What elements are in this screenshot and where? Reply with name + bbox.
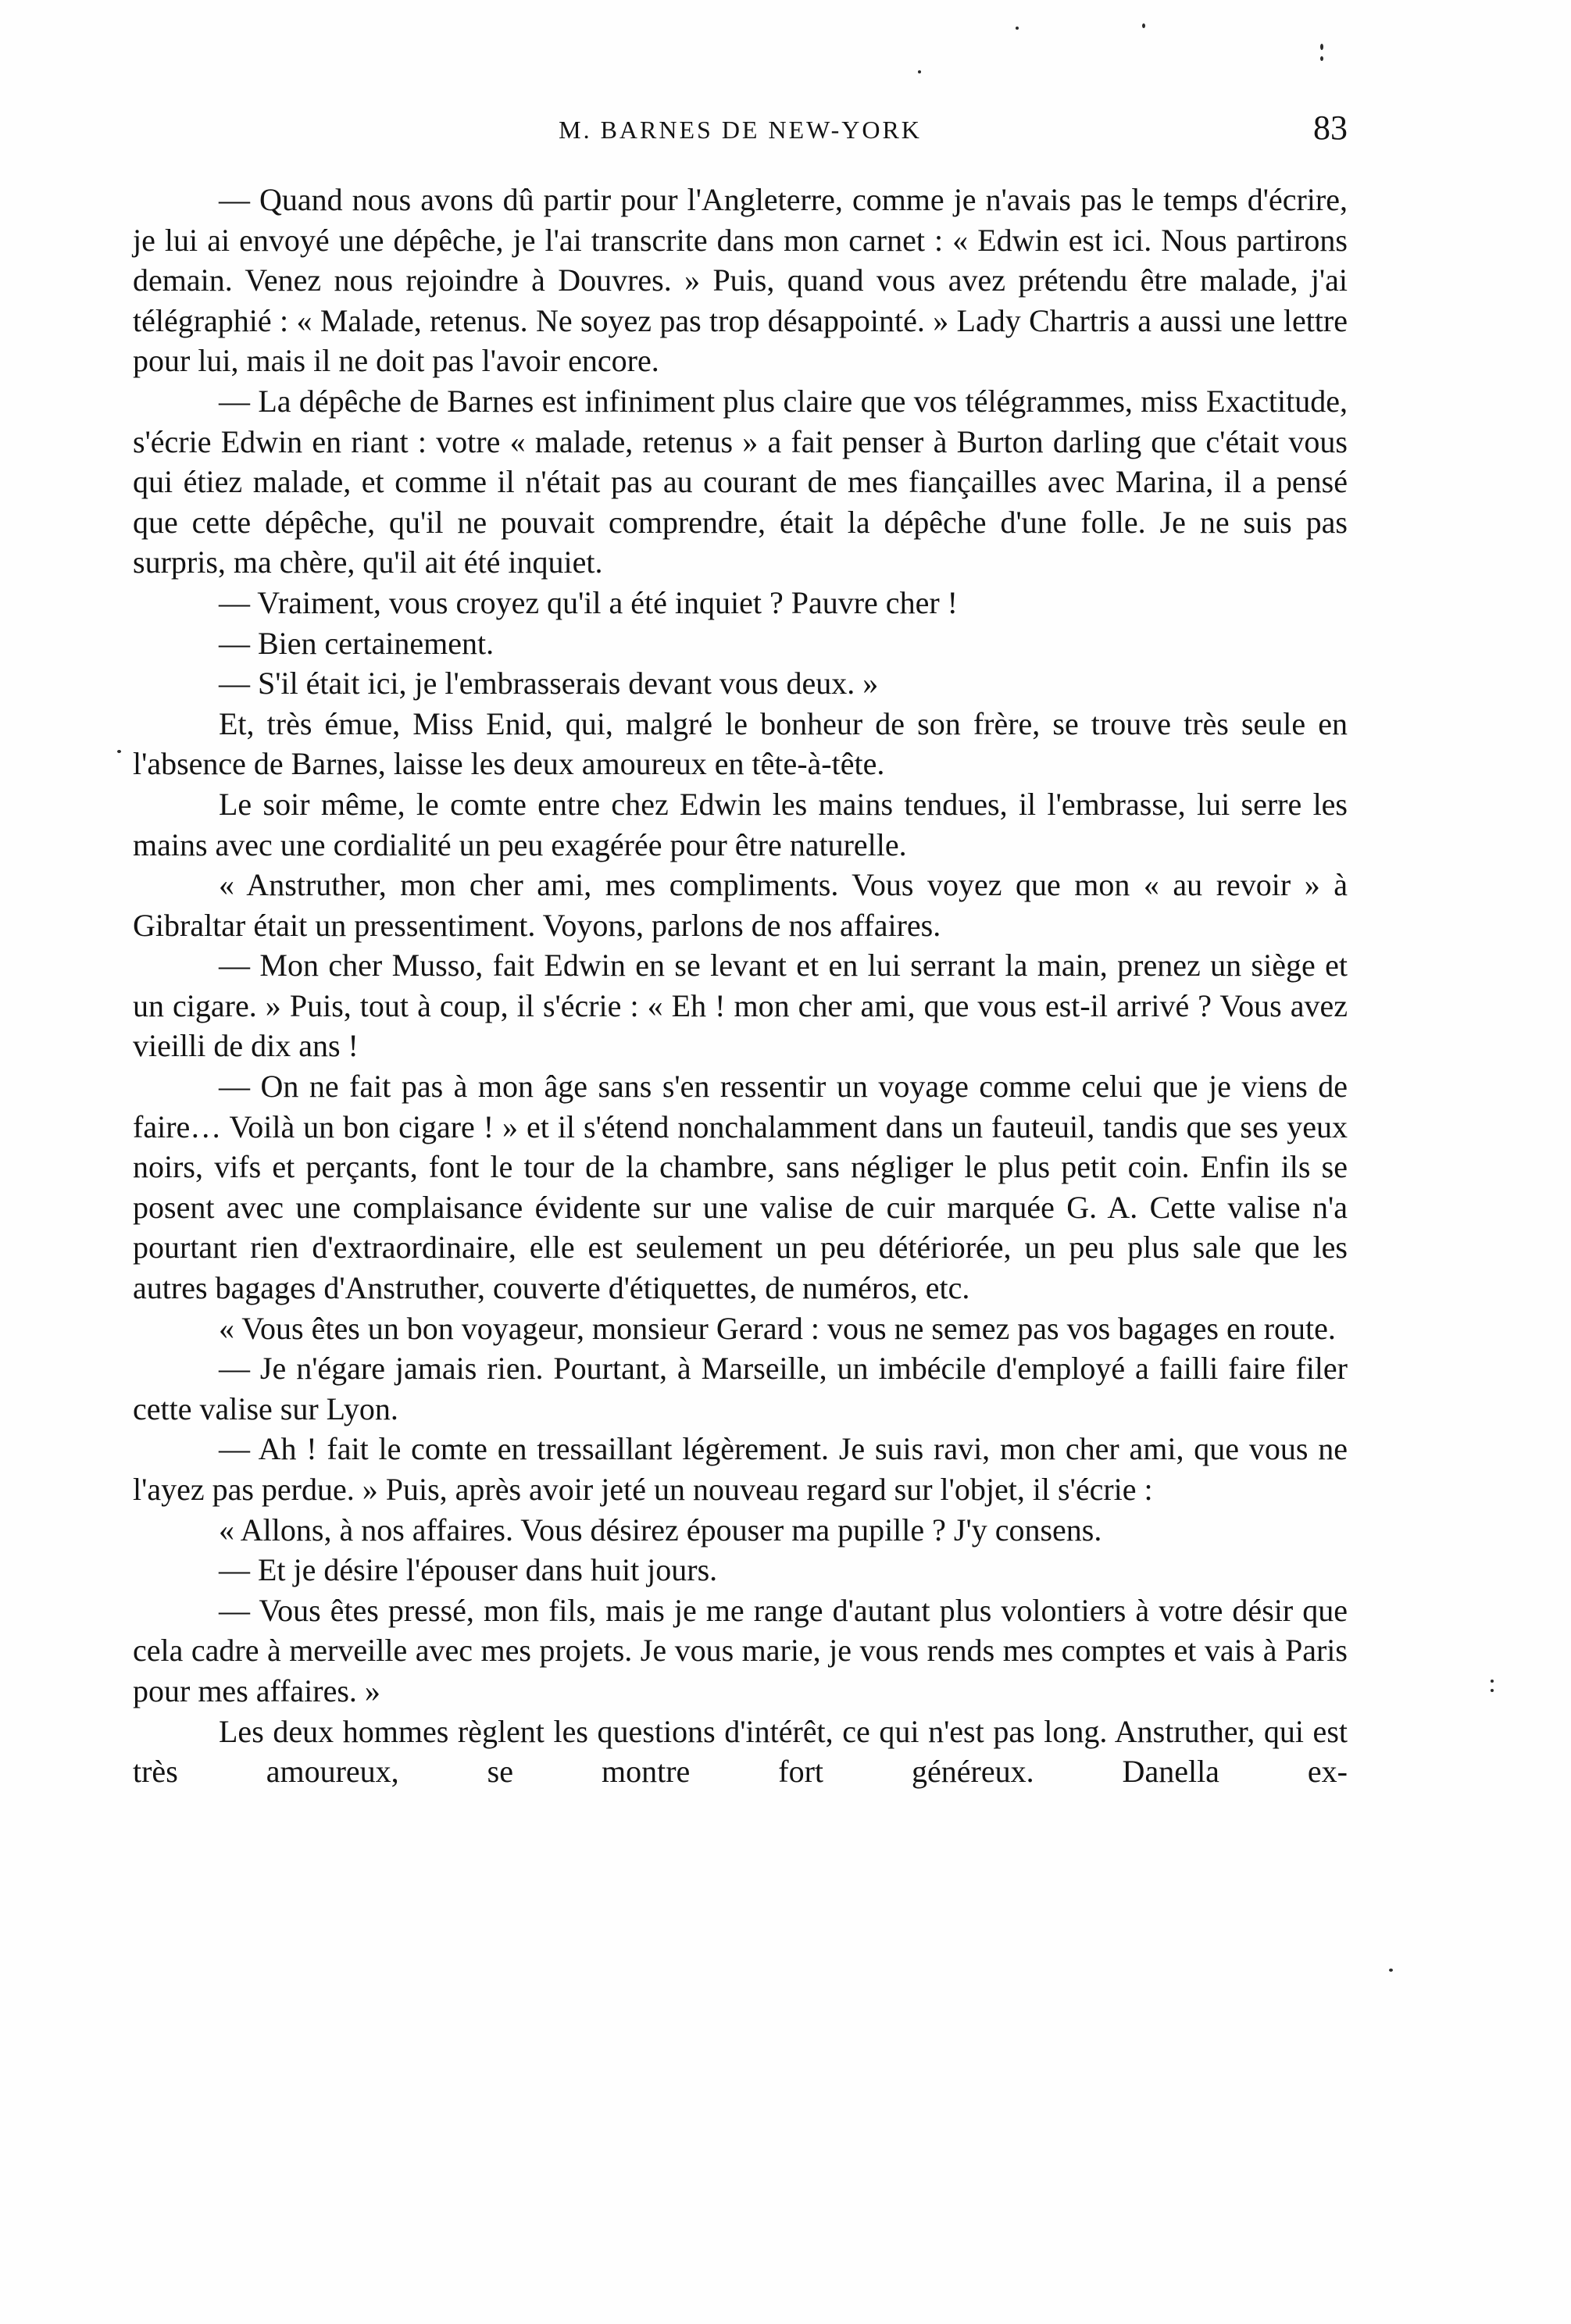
- paragraph: Et, très émue, Miss Enid, qui, malgré le bonheur de son frère, se trouve très seule en l'absence de Barnes, laisse les deux amoureux en tête-à-tête.: [133, 705, 1348, 782]
- paragraph: — Vous êtes pressé, mon fils, mais je me range d'autant plus volontiers à votre désir que cela cadre à merveille avec mes projets. Je vous marie, je vous rends mes comptes et vais à Paris pour mes affaires. »: [133, 1592, 1348, 1708]
- paragraph: — Et je désire l'épouser dans huit jours.: [219, 1552, 718, 1588]
- paragraph: — Vraiment, vous croyez qu'il a été inquiet ? Pauvre cher !: [219, 584, 958, 620]
- page-header: [133, 108, 1348, 155]
- paragraph: « Vous êtes un bon voyageur, monsieur Gerard : vous ne semez pas vos bagages en route.: [219, 1310, 1336, 1346]
- paragraph: — Ah ! fait le comte en tressaillant légèrement. Je suis ravi, mon cher ami, que vous ne l'ayez pas perdue. » Puis, après avoir jeté un nouveau regard sur l'objet, il s'écrie :: [133, 1431, 1348, 1507]
- ink-speck: [1320, 44, 1323, 50]
- paragraph: « Anstruther, mon cher ami, mes compliments. Vous voyez que mon « au revoir » à Gibraltar était un pressentiment. Voyons, parlons de nos affaires.: [133, 867, 1348, 943]
- paragraph: — Quand nous avons dû partir pour l'Angleterre, comme je n'avais pas le temps d'écrire, je lui ai envoyé une dépêche, je l'ai transcrite dans mon carnet : « Edwin est ici. Nous partirons demain. Venez nous rejoindre à Douvres. » Puis, quand vous avez prétendu être malade, j'ai télégraphié : « Malade, retenus. Ne soyez pas trop désappointé. » Lady Chartris a aussi une lettre pour lui, mais il ne doit pas l'avoir encore.: [133, 182, 1348, 379]
- page-number: 83: [1313, 109, 1348, 147]
- body-text: [133, 180, 1348, 1792]
- ink-speck: [1389, 1969, 1393, 1972]
- paragraph: — Bien certainement.: [219, 625, 495, 661]
- ink-speck: [1491, 1680, 1494, 1683]
- ink-speck: [1491, 1689, 1494, 1692]
- ink-speck: [918, 70, 921, 73]
- ink-speck: [1142, 23, 1145, 28]
- ink-speck: [1016, 27, 1019, 30]
- paragraph: « Allons, à nos affaires. Vous désirez épouser ma pupille ? J'y consens.: [219, 1512, 1102, 1548]
- paragraph: — On ne fait pas à mon âge sans s'en ressentir un voyage comme celui que je viens de faire… Voilà un bon cigare ! » et il s'étend nonchalamment dans un fauteuil, tandis que ses yeux noirs, vifs et perçants, font le tour de la chambre, sans négliger le plus petit coin. Enfin ils se posent avec une complaisance évidente sur une valise de cuir marquée G. A. Cette valise n'a pourtant rien d'extraordinaire, elle est seulement un peu détériorée, un peu plus sale que les autres bagages d'Anstruther, couverte d'étiquettes, de numéros, etc.: [133, 1069, 1348, 1306]
- paragraph: — S'il était ici, je l'embrasserais devant vous deux. »: [219, 666, 879, 701]
- paragraph: Les deux hommes règlent les questions d'intérêt, ce qui n'est pas long. Anstruther, qui est très amoureux, se montre fort généreux. Danella ex-: [133, 1713, 1348, 1790]
- paragraph: — Je n'égare jamais rien. Pourtant, à Marseille, un imbécile d'employé a failli faire filer cette valise sur Lyon.: [133, 1351, 1348, 1426]
- running-title: M. BARNES DE NEW-YORK: [559, 116, 922, 144]
- paragraph: — Mon cher Musso, fait Edwin en se levant et en lui serrant la main, prenez un siège et un cigare. » Puis, tout à coup, il s'écrie : « Eh ! mon cher ami, que vous est-il arrivé ? Vous avez vieilli de dix ans !: [133, 948, 1348, 1064]
- paragraph: — La dépêche de Barnes est infiniment plus claire que vos télégrammes, miss Exactitude, s'écrie Edwin en riant : votre « malade, retenus » a fait penser à Burton darling que c'était vous qui étiez malade, et comme il n'était pas au courant de mes fiançailles avec Marina, il a pensé que cette dépêche, qu'il ne pouvait comprendre, était la dépêche d'une folle. Je ne suis pas surpris, ma chère, qu'il ait été inquiet.: [133, 383, 1348, 580]
- paragraph: Le soir même, le comte entre chez Edwin les mains tendues, il l'embrasse, lui serre les mains avec une cordialité un peu exagérée pour être naturelle.: [133, 786, 1348, 862]
- ink-speck: [117, 750, 121, 753]
- ink-speck: [1320, 56, 1323, 61]
